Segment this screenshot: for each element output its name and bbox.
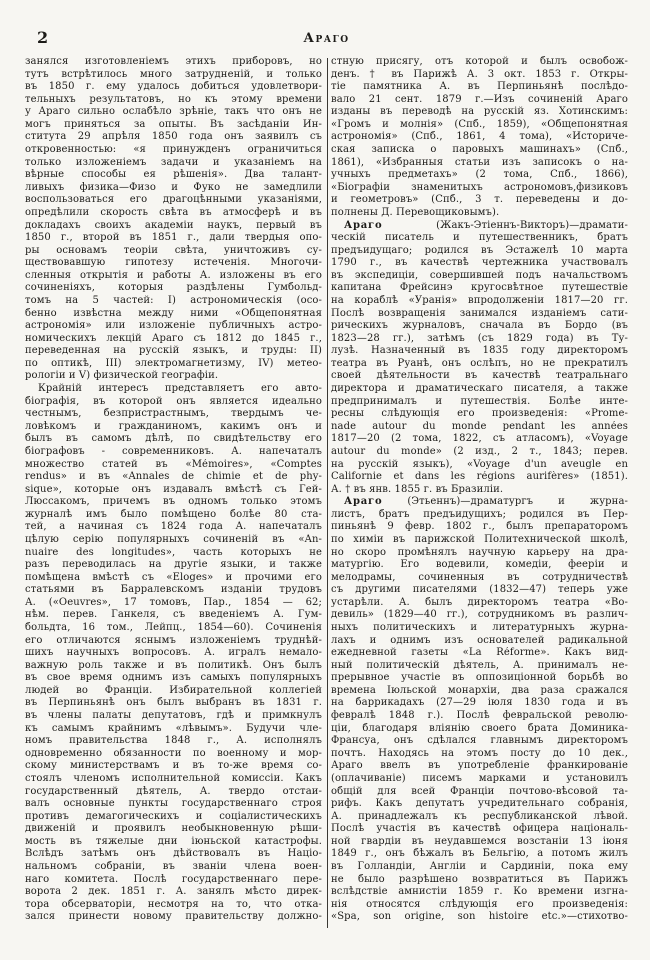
text-line: девиль» (1829—40 гг.), сотрудникомъ въ различ- bbox=[331, 609, 628, 621]
text-line: людей во Франціи. Избирательной коллегіей bbox=[25, 684, 322, 696]
text-line: nade autour du monde pendant les années bbox=[331, 420, 628, 432]
text-line: ры основамъ теоріи свѣта, уничтоживъ су- bbox=[25, 244, 322, 256]
text-line: вѣрные способы ея рѣшенія». Два талант- bbox=[25, 169, 322, 181]
text-line: шихъ научныхъ вопросовъ. А. игралъ немало- bbox=[25, 647, 322, 659]
text-line: въ Перпиньянѣ онъ былъ выбранъ въ 1831 г. bbox=[25, 697, 322, 709]
text-line: занялся изготовленіемъ этихъ приборовъ, но bbox=[25, 56, 322, 67]
text-line: 1861), «Избранныя статьи изъ записокъ о на- bbox=[331, 156, 628, 168]
text-line: тутъ встрѣтилось много затрудненій, и только bbox=[25, 68, 322, 80]
text-line: 1850 г., второй въ 1851 г., дали твердыя опо- bbox=[25, 232, 322, 244]
text-line: времена Іюльской монархіи, два раза сражался bbox=[331, 684, 628, 696]
text-line: честнымъ, безпристрастнымъ, твердымъ че- bbox=[25, 408, 322, 420]
text-line: Араго ввелъ въ употребленіе франкированіе bbox=[331, 760, 628, 772]
text-line: учныхъ предметахъ» (2 тома, Спб., 1866), bbox=[331, 169, 628, 181]
text-line: наго комитета. Послѣ государственнаго пере- bbox=[25, 873, 322, 885]
text-line: денъ. † въ Парижѣ А. 3 окт. 1853 г. Откры- bbox=[331, 68, 628, 80]
text-line: ворота 2 дек. 1851 г. А. занялъ мѣсто дирек- bbox=[25, 886, 322, 898]
text-line: астрономія» или изложеніе публичныхъ астро- bbox=[25, 320, 322, 332]
text-line: нальномъ собраніи, въ званіи члена воен- bbox=[25, 861, 322, 872]
text-line: ресны слѣдующія его произведенія: «Prome- bbox=[331, 408, 628, 420]
text-line: А. принадлежалъ къ республиканской лѣвой. bbox=[331, 810, 628, 822]
text-line: Послѣ участія въ качествѣ офицера національ- bbox=[331, 823, 628, 835]
text-line: ститута 29 апрѣля 1850 года онъ заявилъ съ bbox=[25, 131, 322, 143]
text-line: номическихъ лекцій Араго съ 1812 до 1845 г., bbox=[25, 332, 322, 344]
text-line: рологіи и V) физической географіи. bbox=[25, 370, 219, 382]
text-line: пиньянѣ 9 февр. 1802 г., былъ препараторомъ bbox=[331, 521, 628, 533]
text-line: изданы въ переводѣ на русскій яз. Хотинскимъ: bbox=[331, 106, 628, 118]
text-line: ская записка о паровыхъ машинахъ» (Спб., bbox=[331, 144, 628, 156]
text-line: сочиненіяхъ, которыя раздѣлены Гумбольд- bbox=[25, 282, 322, 294]
text-line: астрономія» (Спб., 1861, 4 тома), «Историче- bbox=[331, 131, 628, 143]
text-line: номъ правительства 1848 г., А. исполнялъ bbox=[25, 735, 322, 747]
text-line: ный политическій дѣятель, А. принималъ не- bbox=[331, 659, 628, 671]
text-line: ловѣкомъ и гражданиномъ, какимъ онъ и bbox=[25, 420, 322, 432]
text-line: театра въ Руанѣ, онъ ослѣпъ, но не прекратилъ bbox=[331, 357, 628, 369]
text-line: тора обсерваторіи, несмотря на то, что отка- bbox=[25, 898, 322, 910]
text-line: «Громъ и молнія» (Спб., 1859), «Общепонятная bbox=[331, 118, 628, 130]
text-line: въ Голландіи, Англіи и Сардиніи, пока ему bbox=[331, 861, 628, 872]
text-line: тельныхъ результатовъ, но къ этому времени bbox=[25, 93, 322, 105]
text-line: опредѣлили скорость свѣта въ атмосферѣ и въ bbox=[25, 206, 322, 218]
text-line: былъ въ самомъ дѣлѣ, по свидѣтельству его bbox=[25, 433, 322, 445]
text-line: только изложеніемъ задачи и указаніемъ на bbox=[25, 156, 322, 168]
text-line: А. † въ янв. 1855 г. въ Бразиліи. bbox=[331, 483, 504, 495]
text-line: въ экспедиціи, совершившей подъ начальствомъ bbox=[331, 269, 628, 281]
text-line: почтъ. Находясь на этомъ посту до 10 дек., bbox=[331, 747, 628, 759]
text-line: нѣм. перев. Ганкеля, съ введеніемъ А. Гум- bbox=[25, 609, 322, 621]
text-line: (оплачиваніе) писемъ марками и установилъ bbox=[331, 772, 628, 784]
text-line: ныхъ политическихъ и литературныхъ журна- bbox=[331, 622, 628, 634]
text-line: по химіи въ парижской Политехнической школѣ, bbox=[331, 533, 628, 545]
text-line: по оптикѣ, III) электромагнетизму, IV) метео- bbox=[25, 357, 322, 369]
text-line: біографія, въ которой онъ является идеально bbox=[25, 395, 322, 407]
text-line: Вслѣдъ затѣмъ онъ дѣйствовалъ въ Націо- bbox=[25, 848, 322, 860]
right-column bbox=[331, 56, 628, 924]
text-line: 1823—28 гг.), затѣмъ (съ 1829 года) въ Ту- bbox=[331, 332, 628, 344]
text-line: rendus» и въ «Annales de chimie et de phy- bbox=[25, 471, 322, 483]
text-line: 1790 г., въ качествѣ чертежника участвовалъ bbox=[331, 257, 628, 269]
text-line: одновременно обязанности по военному и мор- bbox=[25, 747, 322, 759]
text-line: Араго (Этьеннъ)—драматургъ и журна- bbox=[344, 496, 628, 508]
running-title: Араго bbox=[303, 31, 350, 46]
text-line: общій для всей Франціи почтово-вѣсовой та- bbox=[331, 785, 628, 797]
text-line: на баррикадахъ (27—29 іюля 1830 года и въ bbox=[331, 697, 628, 709]
text-line: въ свое время однимъ изъ самыхъ популярныхъ bbox=[25, 672, 322, 684]
text-line: его отличаются яснымъ изложеніемъ труднѣй- bbox=[25, 634, 322, 646]
text-line: противъ демагогическихъ и соціалистическихъ bbox=[25, 810, 322, 822]
text-line: докладахъ своихъ академіи наукъ, первый въ bbox=[25, 219, 322, 231]
text-line: капитана Фрейсинэ кругосвѣтное путешествіе bbox=[331, 282, 628, 294]
text-line: вслѣдствіе амнистіи 1859 г. Ко времени изгна- bbox=[331, 886, 628, 898]
text-line: тіе памятника А. въ Перпиньянѣ послѣдо- bbox=[331, 81, 628, 93]
text-line: государственный дѣятель, А. твердо отстаи- bbox=[25, 785, 322, 797]
entry-headword: Араго bbox=[344, 496, 383, 508]
text-line: вало 21 сент. 1879 г.—Изъ сочиненій Араго bbox=[331, 93, 628, 105]
text-line: Люссакомъ, причемъ въ одномъ только этомъ bbox=[25, 496, 322, 508]
text-line: откровенностью: «я принужденъ ограничиться bbox=[25, 144, 322, 156]
text-line: томъ на 5 частей: I) астрономическія (осо- bbox=[25, 294, 322, 306]
left-column bbox=[25, 56, 322, 924]
text-line: ной гвардіи въ неудавшемся возстаніи 13 іюня bbox=[331, 835, 628, 847]
page-number: 2 bbox=[37, 28, 49, 47]
text-line: ществовавшую гипотезу истеченія. Многочи- bbox=[25, 257, 322, 269]
text-line: своей дѣятельности въ качествѣ театральнаго bbox=[331, 370, 628, 382]
text-line: Послѣ возвращенія занимался изданіемъ сати- bbox=[331, 307, 628, 319]
column-divider bbox=[327, 58, 328, 928]
text-line: помѣщена вмѣстѣ съ «Eloges» и прочими его bbox=[25, 571, 322, 583]
text-line: журналѣ имъ было помѣщено болѣе 80 ста- bbox=[25, 508, 322, 520]
text-body bbox=[25, 56, 628, 960]
text-line: «Біографіи знаменитыхъ астрономовъ,физиковъ bbox=[331, 181, 628, 193]
text-line: мость въ тяжелые дни іюньской катастрофы. bbox=[25, 835, 322, 847]
text-line: къ самымъ крайнимъ «лѣвымъ». Будучи чле- bbox=[25, 722, 322, 734]
text-line: мелодрамы, сочиненныя въ сотрудничествѣ bbox=[331, 571, 628, 583]
text-line: ческій писатель и путешественникъ, братъ bbox=[331, 232, 628, 244]
text-line: предъидущаго; родился въ Эстажелѣ 10 марта bbox=[331, 244, 628, 256]
text-line: важную роль также и въ политикѣ. Онъ былъ bbox=[25, 659, 322, 671]
page-header bbox=[25, 28, 628, 50]
text-line: предпринималъ и путешествія. Болѣе инте- bbox=[331, 395, 628, 407]
text-line: полнены Д. Перевощиковымъ). bbox=[331, 206, 500, 218]
text-line: сленныя открытія и работы А. изложены въ его bbox=[25, 269, 322, 281]
text-line: sique», которые онъ издавалъ вмѣстѣ съ Гей- bbox=[25, 483, 322, 495]
text-line: ціи, благодаря вліянію своего брата Доминика- bbox=[331, 722, 628, 734]
text-line: въ члены палаты депутатовъ, гдѣ и примкнулъ bbox=[25, 710, 322, 722]
text-line: рическихъ журналовъ, сначала въ Бордо (въ bbox=[331, 320, 628, 332]
text-line: Франсуа, онъ сдѣлался главнымъ директоромъ bbox=[331, 735, 628, 747]
text-line: біографовъ - современниковъ. А. напечаталъ bbox=[25, 445, 322, 457]
text-line: 1849 г., онъ бѣжалъ въ Бельгію, а потомъ жилъ bbox=[331, 848, 628, 860]
text-line: валъ основные пункты государственнаго строя bbox=[25, 798, 322, 810]
text-line: скому министерствамъ и въ то-же время со- bbox=[25, 760, 322, 772]
text-line: устарѣли. А. былъ директоромъ театра «Во- bbox=[331, 596, 628, 608]
text-line: матургію. Его водевили, комедіи, фееріи и bbox=[331, 559, 628, 571]
text-line: листъ, братъ предъидущихъ; родился въ Пер- bbox=[331, 508, 628, 520]
text-line: директора и драматическаго писателя, а также bbox=[331, 383, 628, 395]
text-line: autour du monde» (2 изд., 2 т., 1843; перев. bbox=[331, 445, 628, 457]
text-line: бенно извѣстна между ними «Общепонятная bbox=[25, 307, 322, 319]
text-line: ливыхъ физика—Физо и Фуко не замедлили bbox=[25, 181, 322, 193]
text-line: 1817—20 (2 тома, 1822, съ атласомъ), «Voyage bbox=[331, 433, 628, 445]
text-line: Крайній интересъ представляетъ его авто- bbox=[38, 383, 322, 395]
text-line: не было разрѣшено возвратиться въ Парижъ bbox=[331, 873, 628, 885]
text-line: лузѣ. Назначенный въ 1835 году директоромъ bbox=[331, 345, 628, 357]
text-line: Араго (Жакъ-Этіеннъ-Викторъ)—драмати- bbox=[344, 219, 628, 231]
text-line: на кораблѣ «Уранія» впродолженіи 1817—20 гг. bbox=[331, 294, 628, 306]
text-line: «Spa, son origine, son histoire etc.»—стихотво- bbox=[331, 911, 628, 923]
text-line: воспользоваться его драгоцѣнными указаніями, bbox=[25, 194, 322, 206]
text-line: на русскій языкъ), «Voyage d'un aveugle en bbox=[331, 458, 628, 470]
text-line: стоялъ членомъ исполнительной комиссіи. Какъ bbox=[25, 772, 322, 784]
text-line: стную присягу, отъ которой и былъ освобож- bbox=[331, 56, 628, 67]
text-line: Californie et dans les régions aurifères» (1851). bbox=[331, 471, 628, 483]
text-line: нія относятся слѣдующія его произведенія: bbox=[331, 898, 628, 910]
text-line: статьями въ Барралевскомъ изданіи трудовъ bbox=[25, 584, 322, 596]
text-line: разъ переводилась на другіе языки, и также bbox=[25, 559, 322, 571]
text-line: но скоро промѣнялъ научную карьеру на дра- bbox=[331, 546, 628, 558]
text-line: въ 1850 г. ему удалось добиться удовлетвори- bbox=[25, 81, 322, 93]
text-line: у Араго сильно ослабѣло зрѣніе, такъ что онъ не bbox=[25, 106, 322, 118]
text-line: прерывное участіе въ оппозиціонной борьбѣ во bbox=[331, 672, 628, 684]
text-line: и геометровъ» (Спб., 3 т. переведены и до- bbox=[331, 194, 628, 206]
text-line: А. («Oeuvres», 17 томовъ, Пар., 1854 — 62; bbox=[25, 596, 322, 608]
text-line: ежедневной газеты «La Réforme». Какъ вид- bbox=[331, 647, 628, 659]
text-line: nuaire des longitudes», часть которыхъ не bbox=[25, 546, 322, 558]
text-line: множество статей въ «Mémoires», «Comptes bbox=[25, 458, 322, 470]
text-line: тей, а начиная съ 1824 года А. напечаталъ bbox=[25, 521, 322, 533]
text-line: февралѣ 1848 г.). Послѣ февральской револю- bbox=[331, 710, 628, 722]
entry-headword: Араго bbox=[344, 219, 383, 231]
text-line: движеній и проявилъ необыкновенную рѣши- bbox=[25, 823, 322, 835]
text-line: цѣлую серію популярныхъ сочиненій въ «An- bbox=[25, 533, 322, 545]
text-line: зался принести новому правительству должно- bbox=[25, 911, 322, 923]
text-line: рифъ. Какъ депутатъ учредительнаго собранія, bbox=[331, 798, 628, 810]
text-line: съ другими писателями (1832—47) теперь уже bbox=[331, 584, 628, 596]
text-line: могъ приняться за опыты. Въ засѣданіи Ин- bbox=[25, 118, 322, 130]
text-line: больдта, 16 том., Лейпц., 1854—60). Сочиненія bbox=[25, 622, 322, 634]
text-line: переведенная на русскій языкъ, и труды: II) bbox=[25, 345, 322, 357]
text-line: лахъ и однимъ изъ основателей радикальной bbox=[331, 634, 628, 646]
